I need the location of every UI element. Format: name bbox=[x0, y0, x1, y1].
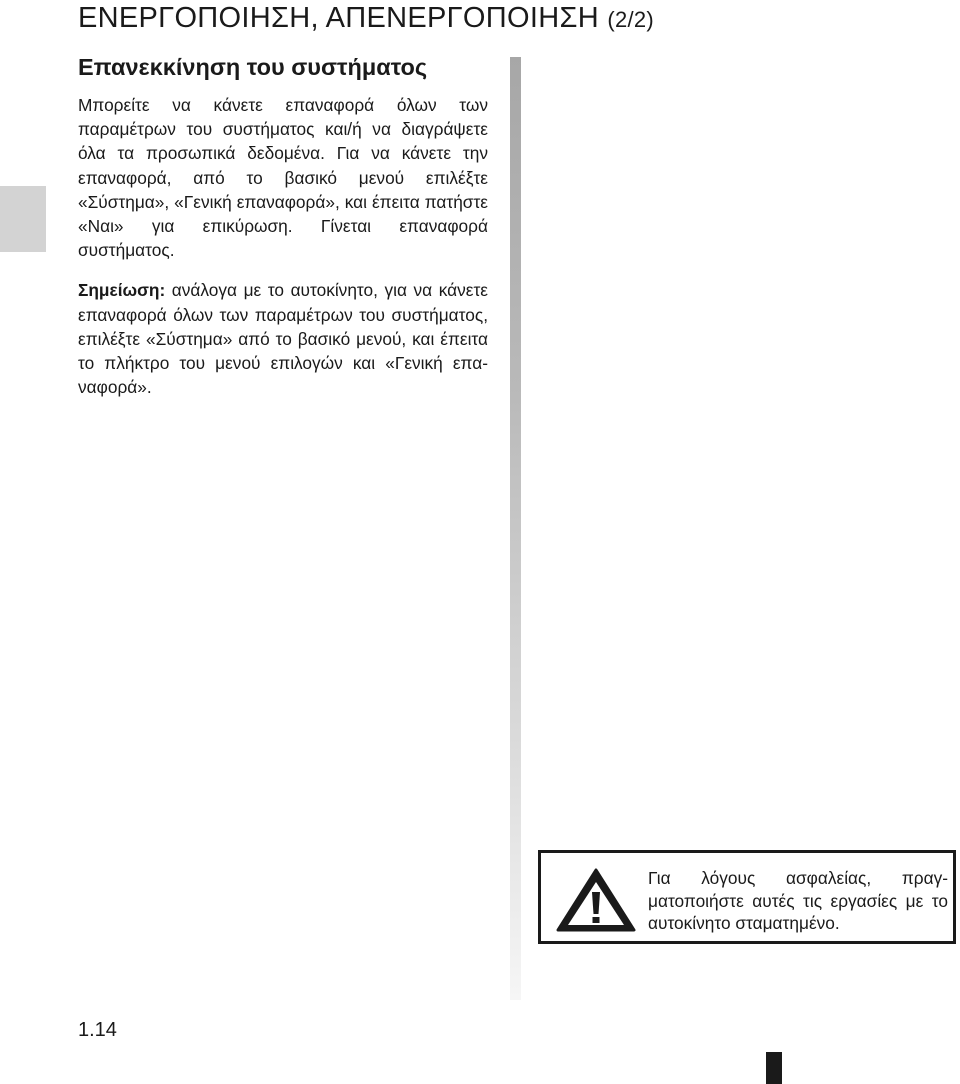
page-title bbox=[78, 2, 654, 35]
chapter-side-tab bbox=[0, 186, 46, 252]
note-paragraph bbox=[78, 278, 488, 399]
page-title-suffix: (2/2) bbox=[607, 7, 655, 32]
page-title-text: ΕΝΕΡΓΟΠΟΙΗΣΗ, ΑΠΕΝΕΡΓΟΠΟΙΗΣΗ bbox=[78, 2, 599, 34]
page-number: 1.14 bbox=[78, 1019, 117, 1041]
page-edge-marker bbox=[766, 1052, 782, 1084]
section-heading: Επανεκκίνηση του συστήματος bbox=[78, 54, 428, 80]
warning-box bbox=[538, 850, 956, 944]
note-text: ανάλογα με το αυτοκίνητο, για να κάνετε επαναφορά όλων των παραμέτρων του συστήματος, επιλέξτε «Σύστημα» από το βασικό μενού, και έπειτα το πλήκτρο του μενού επιλογών και «Γενική επαναφορά». bbox=[78, 280, 488, 398]
warning-triangle-icon bbox=[555, 867, 637, 933]
column-divider bbox=[510, 57, 521, 1000]
note-label: Σημείωση: bbox=[78, 280, 166, 301]
warning-text: Για λόγους ασφαλείας, πραγματοποιήστε αυτές τις εργασίες με το αυτοκίνητο σταματημένο. bbox=[648, 868, 948, 933]
content-column bbox=[78, 93, 488, 399]
body-paragraph: Μπορείτε να κάνετε επαναφορά όλων των παραμέτρων του συστήματος και/ή να διαγράψετε όλα τα προσωπικά δεδομένα. Για να κάνετε την επαναφορά, από το βασικό μενού επιλέξτε «Σύστημα», «Γενική επαναφορά», και έπειτα πατήστε «Ναι» για επικύρωση. Γίνεται επαναφορά συστήματος. bbox=[78, 95, 488, 261]
